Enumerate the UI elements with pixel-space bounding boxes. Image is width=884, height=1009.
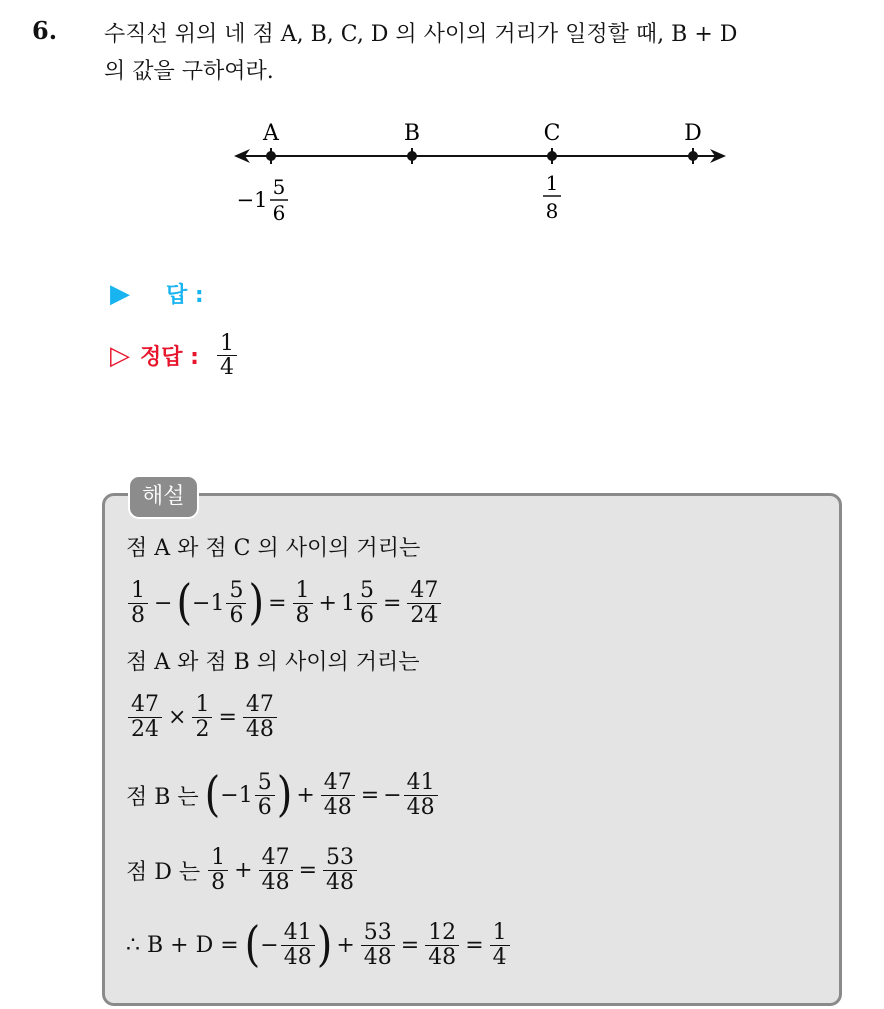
question-text xyxy=(104,16,874,90)
value-c-den: 8 xyxy=(545,199,559,223)
point-d-label: D xyxy=(684,121,702,146)
solution-line-6: 점 D 는 $\frac{1}{8}$ + $\frac{47}{48}$ = $\frac{53}{48}$ xyxy=(126,834,826,906)
solution-line-3: 점 A 와 점 B 의 사이의 거리는 xyxy=(126,649,420,675)
correct-answer-value: $\frac{1}{4}$ xyxy=(215,332,239,379)
point-c-label: C xyxy=(543,121,561,146)
question-line-1: 수직선 위의 네 점 A, B, C, D 의 사이의 거리가 일정할 때, B + D xyxy=(104,22,738,47)
point-d-dot xyxy=(688,151,698,161)
solution-tag: 해설 xyxy=(128,475,199,519)
point-c-dot xyxy=(547,151,557,161)
point-b-label: B xyxy=(403,121,421,146)
value-a-num: 5 xyxy=(272,175,286,199)
solution-content xyxy=(126,528,826,984)
correct-answer-row xyxy=(110,332,239,379)
answer-row xyxy=(110,278,204,309)
solution-line-7: ∴ B + D = ( − $\frac{41}{48}$ ) + $\frac{53}{48}$ = $\frac{12}{48}$ = $\frac{1}{4}$ xyxy=(126,906,826,984)
solution-line-4: $\frac{47}{24}$ × $\frac{1}{2}$ = $\frac{47}{48}$ xyxy=(126,678,826,756)
value-c-num: 1 xyxy=(545,171,559,195)
solution-line-1: 점 A 와 점 C 의 사이의 거리는 xyxy=(126,535,421,561)
point-b-dot xyxy=(407,151,417,161)
solution-line-5: 점 B 는 ( −1 $\frac{5}{6}$ ) + $\frac{47}{48}$ = − $\frac{41}{48}$ xyxy=(126,756,826,834)
question-line-2: 의 값을 구하여라. xyxy=(104,59,274,84)
point-a-label: A xyxy=(263,121,279,146)
answer-label: 답 : xyxy=(166,283,204,308)
question-number: 6. xyxy=(32,16,58,45)
point-a-dot xyxy=(266,151,276,161)
solution-line-2: $\frac{1}{8}$ − ( −1 $\frac{5}{6}$ ) = $\frac{1}{8}$ + 1 $\frac{5}{6}$ = $\frac{47}{24}$ xyxy=(126,564,826,642)
correct-answer-label: 정답 : xyxy=(140,345,199,371)
answer-marker-icon: ▶ xyxy=(110,278,130,309)
correct-marker-icon: ▷ xyxy=(110,340,130,371)
number-line-diagram xyxy=(230,112,750,232)
value-a-den: 6 xyxy=(272,201,286,225)
value-a-whole: −1 xyxy=(236,188,268,212)
